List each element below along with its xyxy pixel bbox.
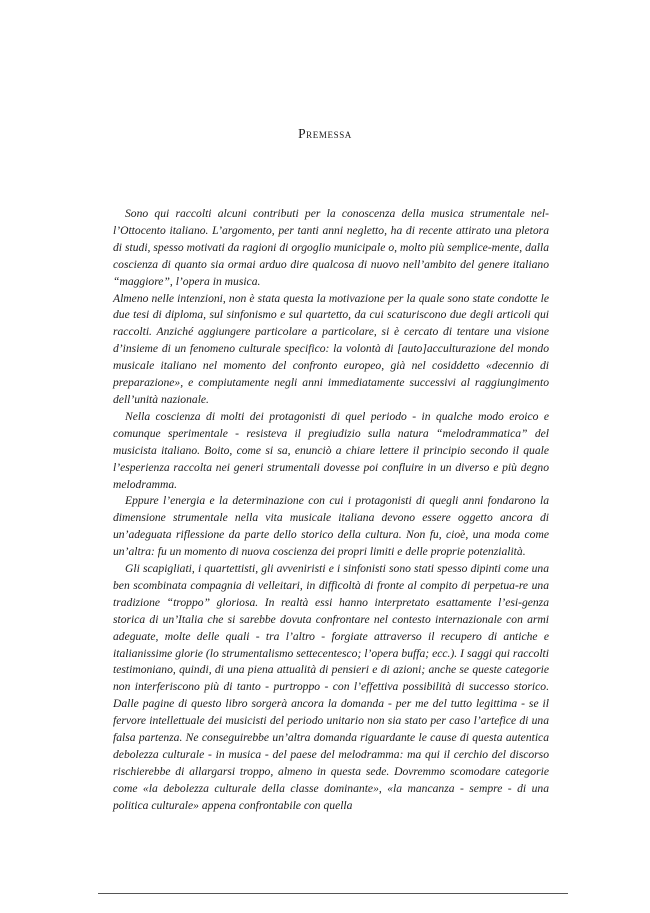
page-title: Premessa bbox=[298, 126, 352, 141]
paragraph-1: Sono qui raccolti alcuni contributi per la conoscenza della musica strumentale nel-l’Ottocento italiano. L’argomento, per tanti anni negletto, ha di recente attirato una pletora di studi, spesso motivati da ragioni di orgoglio municipale o, molto più semplice-mente, dalla coscienza di quanto sia ormai arduo dire qualcosa di nuovo nell’ambito del genere italiano “maggiore”, l’opera in musica. bbox=[113, 207, 549, 288]
page-bottom-rule bbox=[98, 893, 568, 894]
paragraph-3: Nella coscienza di molti dei protagonisti di quel periodo - in qualche modo eroico e comunque sperimentale - resisteva il pregiudizio sulla natura “melodrammatica” del musicista italiano. Boito, come si sa, enunciò a chiare lettere il principio secondo il quale l’esperienza raccolta nei generi strumentali dovesse poi confluire in un diverso e più degno melodramma. bbox=[113, 409, 549, 491]
paragraph-4: Eppure l’energia e la determinazione con cui i protagonisti di quegli anni fondarono la dimensione strumentale nella vita musicale italiana devono essere oggetto ancora di un’adeguata riflessione da parte dello storico della cultura. Non fu, cioè, una moda come un’altra: fu un momento di nuova coscienza dei propri limiti e delle proprie potenzialità. bbox=[113, 494, 549, 559]
preface-body bbox=[113, 206, 549, 815]
paragraph-2: Almeno nelle intenzioni, non è stata questa la motivazione per la quale sono state condotte le due tesi di diploma, sul sinfonismo e sul quartetto, da cui scaturiscono due degli articoli qui raccolti. Anziché aggiungere particolare a particolare, si è cercato di tentare una visione d’insieme di un fenomeno culturale specifico: la volontà di [auto]acculturazione del mondo musicale italiano nel momento del confronto europeo, già nel cosiddetto «decennio di preparazione», e compiutamente negli anni immediatamente successivi al raggiungimento dell’unità nazionale. bbox=[113, 291, 549, 406]
paragraph-5: Gli scapigliati, i quartettisti, gli avveniristi e i sinfonisti sono stati spesso dipinti come una ben scombinata compagnia di velleitari, in difficoltà di fronte al compito di perpetua-re una tradizione “troppo” gloriosa. In realtà essi hanno interpretato esattamente l’esi-genza storica di un’Italia che si sarebbe dovuta confrontare nel contesto internazionale con armi adeguate, molte delle quali - tra l’altro - forgiate attraverso il recupero di antiche e italianissime glorie (lo strumentalismo settecentesco; l’opera buffa; ecc.). I saggi qui raccolti testimoniano, quindi, di una piena attualità di pensieri e di azioni; anche se queste categorie non interferiscono più di tanto - purtroppo - con l’effettiva possibilità di successo storico. Dalle pagine di questo libro sorgerà ancora la domanda - per me del tutto legittima - se il fervore intellettuale dei musicisti del periodo unitario non sia stato per caso l’artefice di una falsa partenza. Ne conseguirebbe un’altra domanda riguardante le cause di questa autentica debolezza culturale - in musica - del paese del melodramma: ma qui il cerchio del discorso rischierebbe di allargarsi troppo, almeno in questa sede. Dovremmo scomodare categorie come «la debolezza culturale della classe dominante», «la mancanza - sempre - di una politica culturale» appena confrontabile con quella bbox=[113, 562, 549, 812]
